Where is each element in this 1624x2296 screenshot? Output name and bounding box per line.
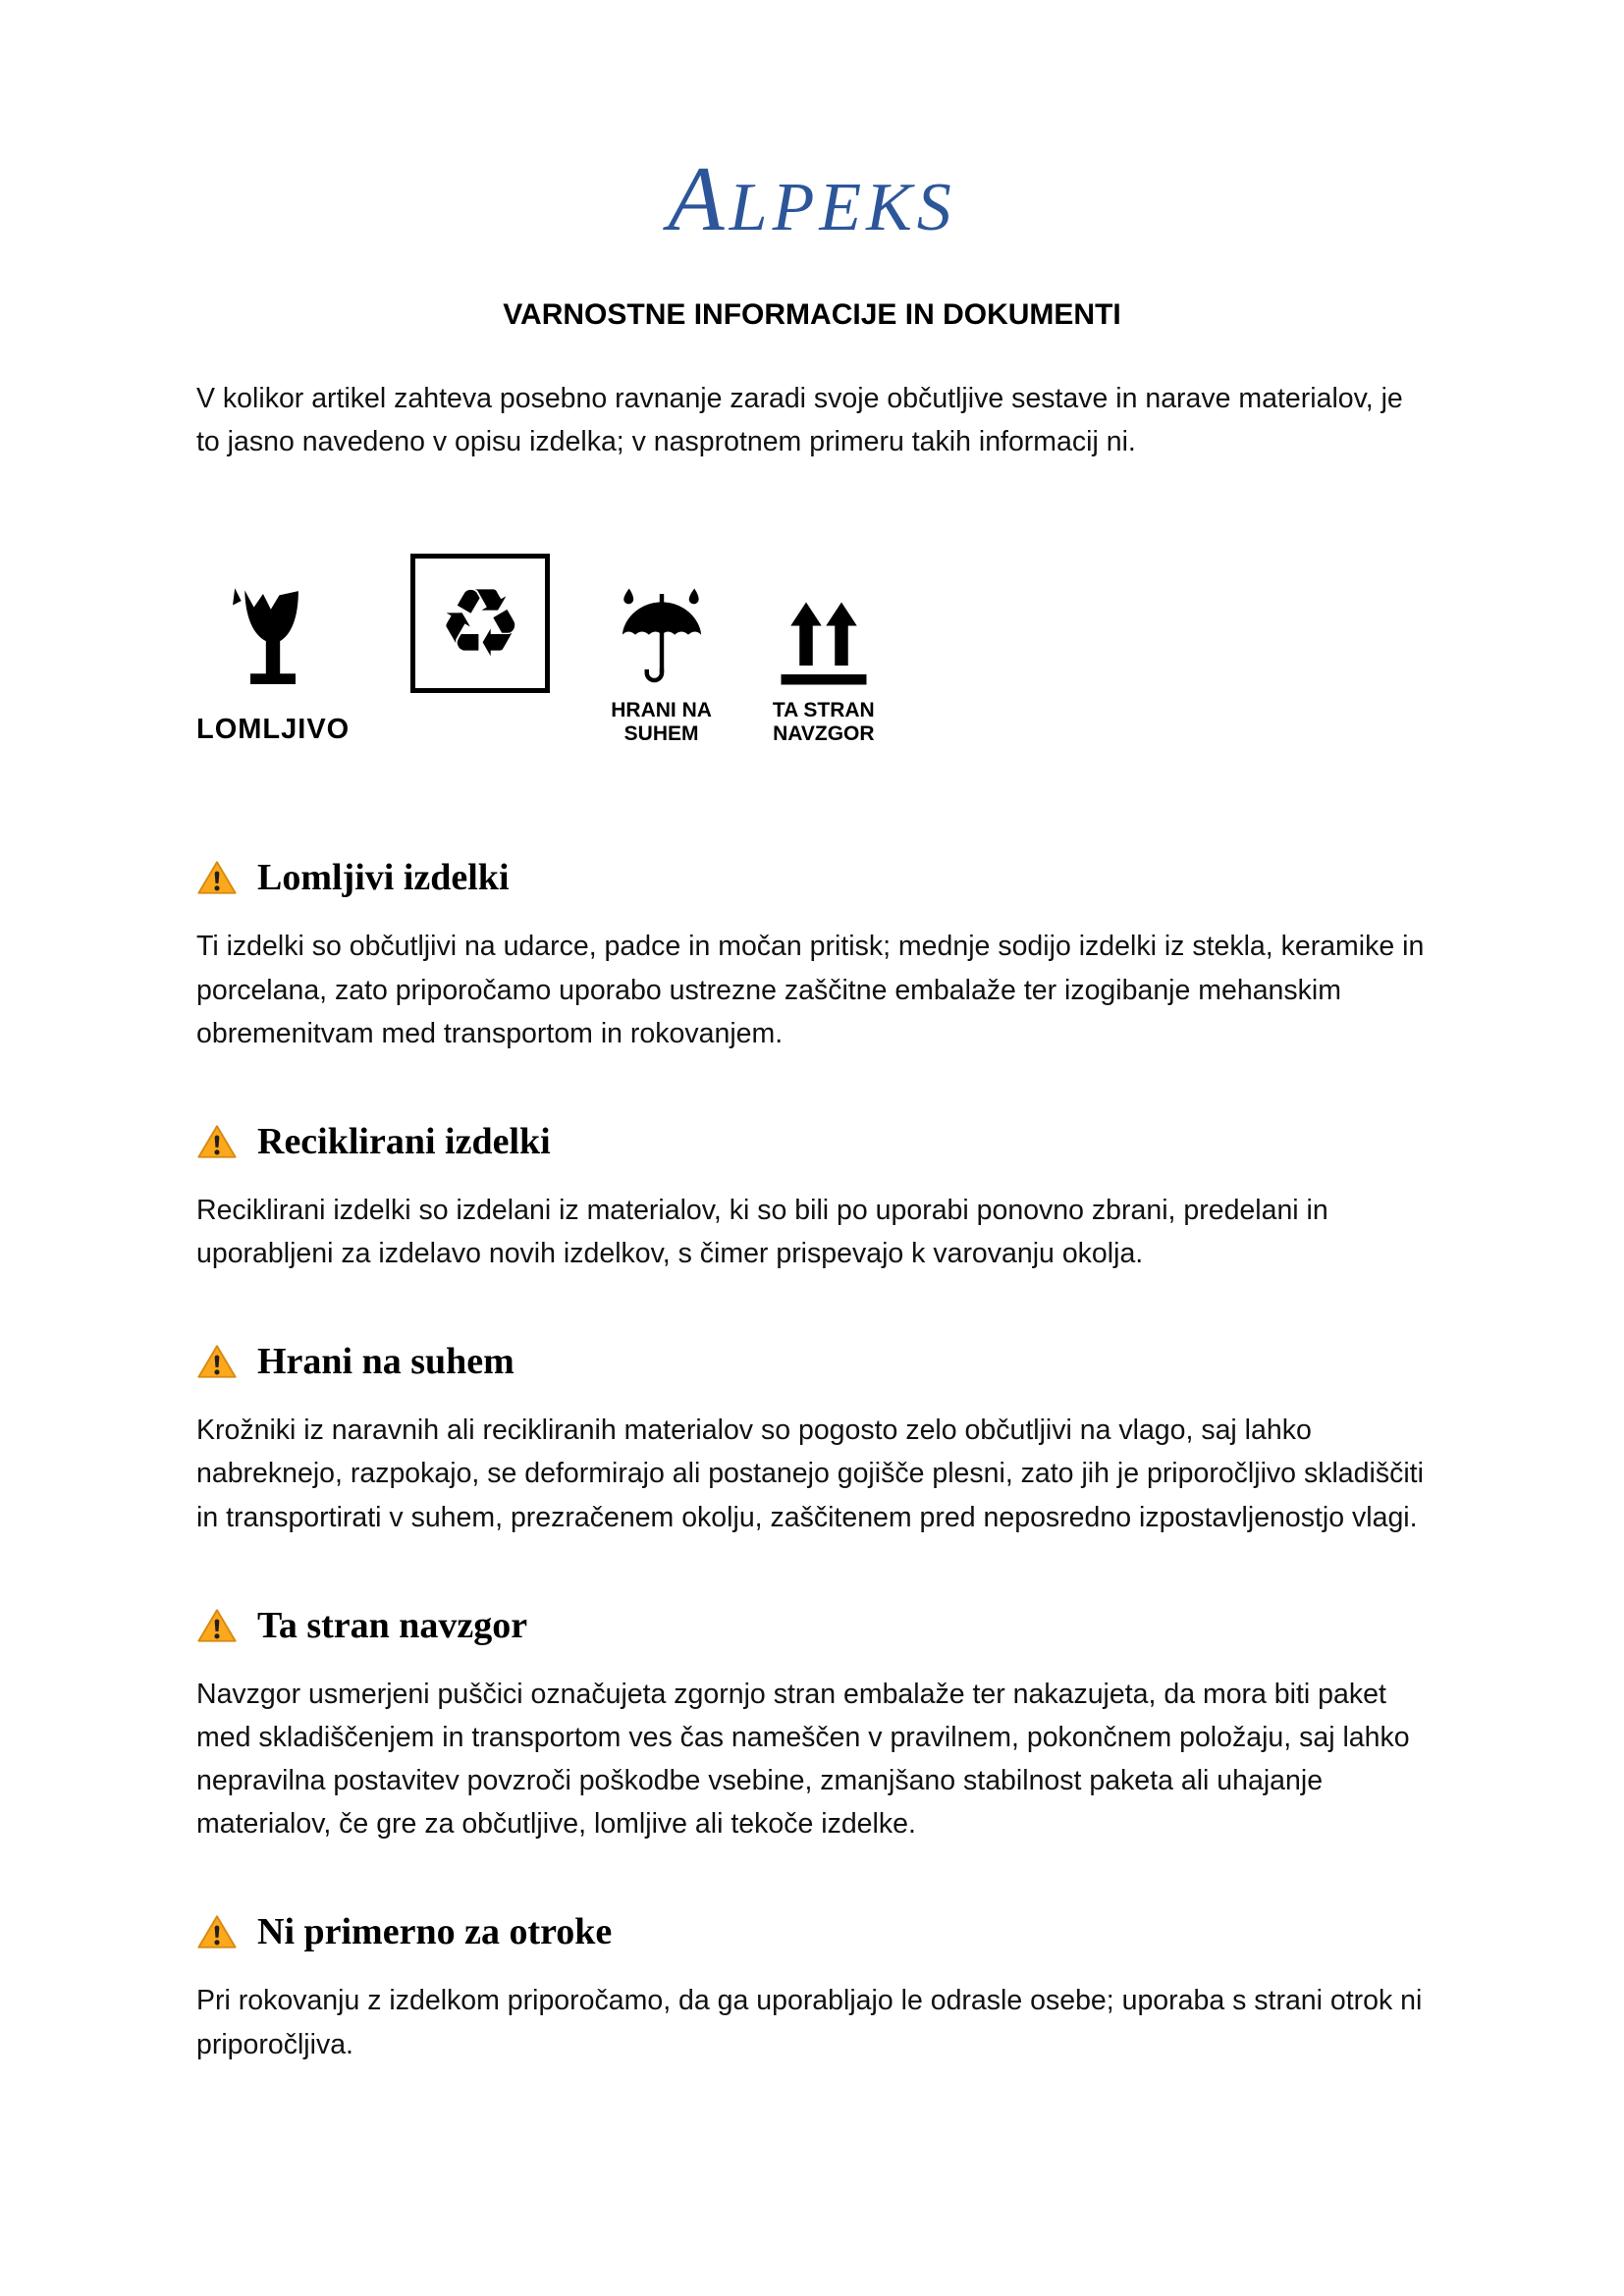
section-paragraph: Ti izdelki so občutljivi na udarce, padce in močan pritisk; mednje sodijo izdelki iz stekla, keramike in porcelana, zato priporočamo uporabo ustrezne zaščitne embalaže ter izogibanje mehanskim obremenitvam med transportom in rokovanjem. bbox=[196, 931, 1425, 1049]
warning-icon bbox=[196, 1123, 238, 1160]
document-content bbox=[0, 148, 1624, 2066]
warning-icon bbox=[196, 1343, 238, 1380]
section-heading-text: Ta stran navzgor bbox=[257, 1604, 528, 1646]
section-heading-text: Hrani na suhem bbox=[257, 1341, 514, 1383]
keep-dry-label-line1: HRANI NA bbox=[611, 699, 712, 722]
section-heading bbox=[196, 1910, 1428, 1953]
section-heading-text: Lomljivi izdelki bbox=[257, 857, 510, 899]
keep-dry-label-line2: SUHEM bbox=[623, 722, 699, 746]
intro-paragraph: V kolikor artikel zahteva posebno ravnanje zaradi svoje občutljive sestave in narave materialov, je to jasno navedeno v opisu izdelka; v nasprotnem primeru takih informacij ni. bbox=[196, 383, 1403, 458]
company-logo bbox=[196, 148, 1428, 250]
section-paragraph: Reciklirani izdelki so izdelani iz materialov, ki so bili po uporabi ponovno zbrani, predelani in uporabljeni za izdelavo novih izdelkov, s čimer prispevajo k varovanju okolja. bbox=[196, 1194, 1328, 1270]
section-heading bbox=[196, 1604, 1428, 1647]
keep-dry-symbol bbox=[611, 583, 712, 746]
warning-icon bbox=[196, 859, 238, 896]
this-way-up-label-line1: TA STRAN bbox=[772, 699, 875, 722]
fragile-symbol bbox=[196, 586, 350, 746]
recycling-icon bbox=[410, 554, 550, 693]
section-heading-text: Ni primerno za otroke bbox=[257, 1911, 613, 1953]
logo-text-rest: LPEKS bbox=[729, 170, 956, 245]
fragile-label: LOMLJIVO bbox=[196, 714, 351, 746]
section-recycled-products bbox=[196, 1120, 1428, 1275]
warning-icon bbox=[196, 1607, 238, 1644]
this-way-up-label bbox=[773, 699, 875, 746]
this-way-up-icon bbox=[777, 598, 871, 689]
section-paragraph: Krožniki iz naravnih ali recikliranih materialov so pogosto zelo občutljivi na vlago, saj lahko nabreknejo, razpokajo, se deformirajo ali postanejo gojišče plesni, zato jih je priporočljivo skladiščiti in transportirati v suhem, prezračenem okolju, zaščitenem pred neposredno izpostavljenostjo vlagi. bbox=[196, 1415, 1424, 1533]
section-keep-dry bbox=[196, 1340, 1428, 1539]
recycling-glyph: ♻ bbox=[438, 568, 523, 679]
section-heading bbox=[196, 1340, 1428, 1383]
section-heading bbox=[196, 1120, 1428, 1163]
this-way-up-label-line2: NAVZGOR bbox=[773, 722, 875, 746]
section-not-for-children bbox=[196, 1910, 1428, 2065]
fragile-glass-icon bbox=[228, 586, 318, 702]
logo-text-first: A bbox=[668, 148, 730, 250]
document-title: VARNOSTNE INFORMACIJE IN DOKUMENTI bbox=[503, 298, 1121, 331]
section-heading-text: Reciklirani izdelki bbox=[257, 1120, 551, 1162]
keep-dry-label bbox=[611, 699, 712, 746]
section-this-way-up bbox=[196, 1604, 1428, 1846]
umbrella-rain-icon bbox=[613, 583, 711, 689]
section-paragraph: Pri rokovanju z izdelkom priporočamo, da ga uporabljajo le odrasle osebe; uporaba s strani otrok ni priporočljiva. bbox=[196, 1985, 1423, 2060]
section-heading bbox=[196, 856, 1428, 899]
this-way-up-symbol bbox=[773, 598, 875, 746]
packaging-symbols-row bbox=[196, 554, 1428, 746]
section-fragile-products bbox=[196, 856, 1428, 1055]
recycle-symbol bbox=[410, 554, 550, 746]
warning-icon bbox=[196, 1913, 238, 1950]
section-paragraph: Navzgor usmerjeni puščici označujeta zgornjo stran embalaže ter nakazujeta, da mora biti paket med skladiščenjem in transportom ves čas nameščen v pravilnem, pokončnem položaju, saj lahko nepravilna postavitev povzroči poškodbe vsebine, zmanjšano stabilnost paketa ali uhajanje materialov, če gre za občutljive, lomljive ali tekoče izdelke. bbox=[196, 1678, 1410, 1841]
